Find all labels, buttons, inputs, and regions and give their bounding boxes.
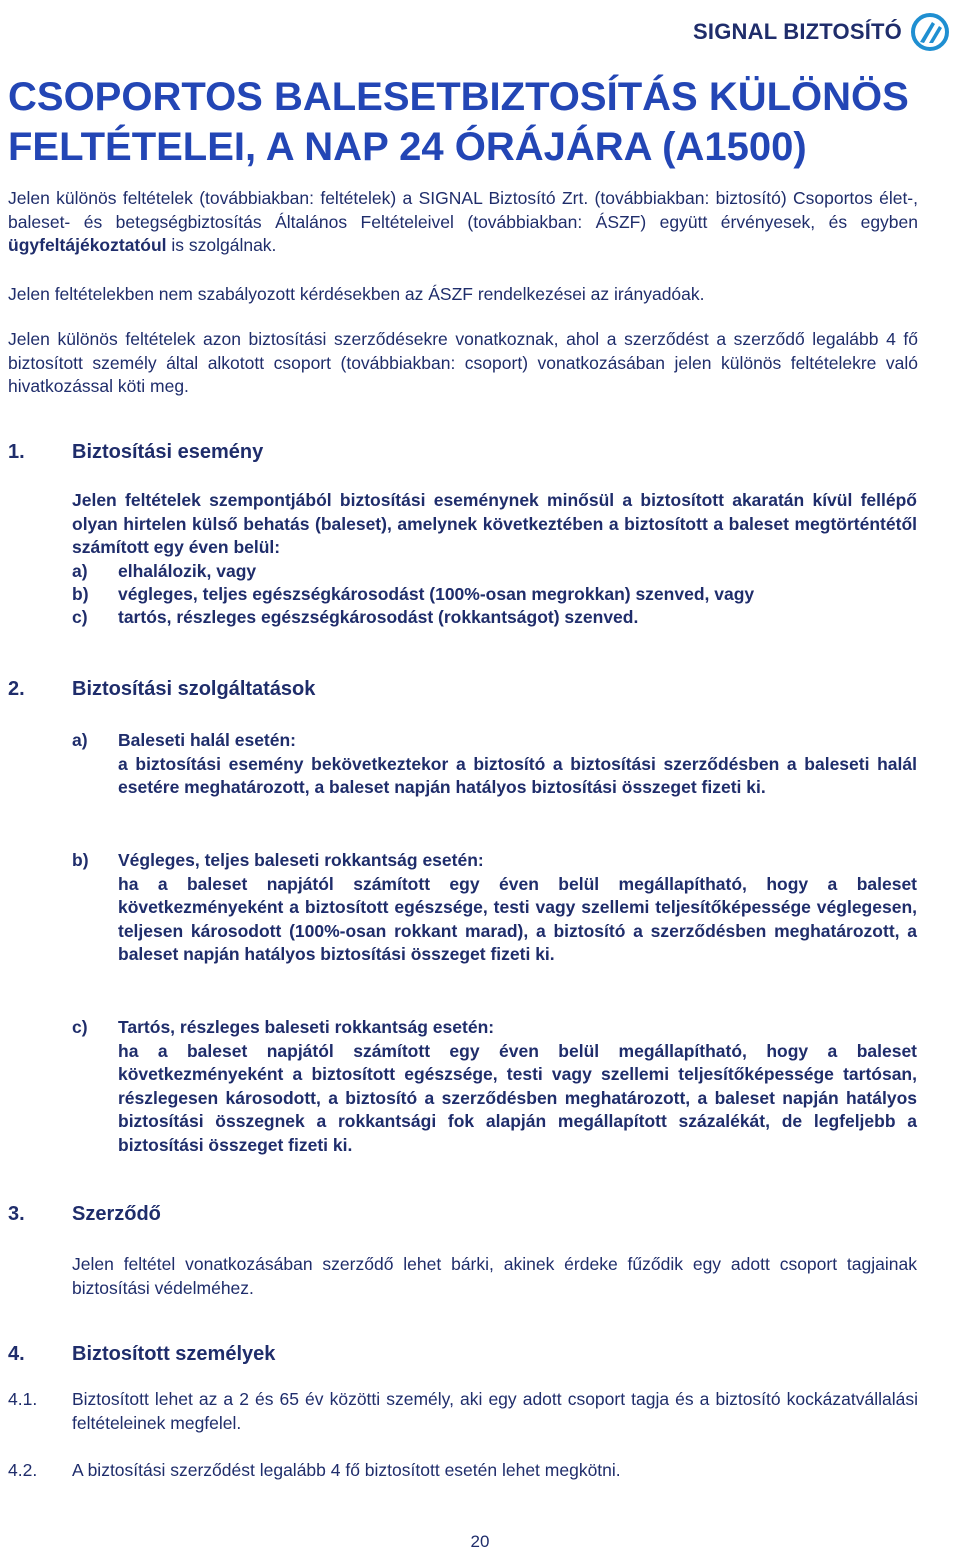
section-4-item-1 xyxy=(8,1388,918,1435)
section-2-heading xyxy=(8,677,315,701)
section-3-title: Szerződő xyxy=(72,1203,161,1225)
title-line-1: CSOPORTOS BALESETBIZTOSÍTÁS KÜLÖNÖS xyxy=(8,75,909,119)
section-4-title: Biztosított személyek xyxy=(72,1343,276,1365)
service-text: a biztosítási esemény bekövetkeztekor a biztosító a biztosítási szerződésben a baleseti halál esetére meghatározott, a baleset napján hatályos biztosítási összeget fizeti ki. xyxy=(118,753,917,797)
section-2-title: Biztosítási szolgáltatások xyxy=(72,678,316,700)
section-1-number: 1. xyxy=(8,441,25,463)
service-letter: a) xyxy=(72,730,88,750)
section-1-item-b xyxy=(72,583,917,607)
section-3-heading xyxy=(8,1202,161,1226)
item-letter: b) xyxy=(72,584,89,604)
brand-name: SIGNAL BIZTOSÍTÓ xyxy=(693,19,902,44)
service-heading: Tartós, részleges baleseti rokkantság esetén: xyxy=(118,1017,495,1037)
section-1-heading xyxy=(8,440,263,464)
service-text: ha a baleset napjától számított egy éven belül megállapítható, hogy a baleset következményeként a biztosított egészsége, testi vagy szellemi teljesítőképessége tartósan, részlegesen károsodott, a biztosító a szerződésben meghatározott, a baleset napján hatályos biztosítási összegnek a rokkantsági fok alapján megállapított százalékát, de legfeljebb a biztosítási összeget fizeti ki. xyxy=(118,1040,917,1155)
section-1-body: Jelen feltételek szempontjából biztosítási eseménynek minősül a biztosított akaratán kívül fellépő olyan hirtelen külső behatás (baleset), amelynek következtében a biztosított a baleset megtörténtétől számított egy éven belül: xyxy=(72,490,917,557)
service-text: ha a baleset napjától számított egy éven belül megállapítható, hogy a baleset következményeként a biztosított egészsége, testi vagy szellemi teljesítőképessége véglegesen, teljesen károsodott (100%-osan rokkant marad), a biztosító a szerződésben meghatározott, a baleset napján hatályos biztosítási összeget fizeti ki. xyxy=(118,873,917,964)
section-4-number: 4. xyxy=(8,1343,25,1365)
section-4-item-2 xyxy=(8,1459,918,1483)
item-number: 4.1. xyxy=(8,1389,38,1409)
service-heading: Baleseti halál esetén: xyxy=(118,730,296,750)
intro-p1-text: Jelen különös feltételek (továbbiakban: feltételek) a SIGNAL Biztosító Zrt. (továbbiakban: biztosító) Csoportos élet-, baleset- és betegségbiztosítás Általános Feltételeivel (továbbiakban: ÁSZF) együtt érvényesek, és egyben xyxy=(8,188,918,232)
section-3-number: 3. xyxy=(8,1203,25,1225)
intro-p1-bold: ügyfeltájékoztatóul xyxy=(8,235,167,255)
item-text: tartós, részleges egészségkárosodást (rokkantságot) szenved. xyxy=(118,607,639,627)
item-text: Biztosított lehet az a 2 és 65 év közötti személy, aki egy adott csoport tagja és a biztosító kockázatvállalási feltételeinek megfelel. xyxy=(72,1389,918,1433)
item-text: elhalálozik, vagy xyxy=(118,561,257,581)
service-b xyxy=(72,849,917,967)
intro-paragraph-2: Jelen feltételekben nem szabályozott kérdésekben az ÁSZF rendelkezései az irányadóak. xyxy=(8,284,705,304)
section-3-body: Jelen feltétel vonatkozásában szerződő lehet bárki, akinek érdeke fűződik egy adott csoport tagjainak biztosítási védelméhez. xyxy=(72,1254,917,1298)
item-text: A biztosítási szerződést legalább 4 fő biztosított esetén lehet megkötni. xyxy=(72,1460,621,1480)
service-c xyxy=(72,1016,917,1157)
item-letter: c) xyxy=(72,607,88,627)
intro-paragraph-3: Jelen különös feltételek azon biztosítási szerződésekre vonatkoznak, ahol a szerződést a szerződő legalább 4 fő biztosított személy által alkotott csoport (továbbiakban: csoport) vonatkozásában jelen különös feltételekre való hivatkozással köti meg. xyxy=(8,329,918,396)
signal-logo xyxy=(693,12,950,52)
section-1-item-a xyxy=(72,560,917,584)
section-1-item-c xyxy=(72,606,917,630)
section-4-heading xyxy=(8,1342,275,1366)
item-letter: a) xyxy=(72,561,88,581)
item-number: 4.2. xyxy=(8,1460,38,1480)
page-title xyxy=(8,72,948,172)
item-text: végleges, teljes egészségkárosodást (100%-osan megrokkan) szenved, vagy xyxy=(118,584,755,604)
service-letter: b) xyxy=(72,850,89,870)
section-1-title: Biztosítási esemény xyxy=(72,441,264,463)
title-line-2: FELTÉTELEI, A NAP 24 ÓRÁJÁRA (A1500) xyxy=(8,125,807,169)
intro-paragraph-1 xyxy=(8,187,918,258)
page-number: 20 xyxy=(470,1532,490,1551)
service-a xyxy=(72,729,917,800)
service-letter: c) xyxy=(72,1017,88,1037)
intro-p1-end: is szolgálnak. xyxy=(166,235,277,255)
section-2-number: 2. xyxy=(8,678,25,700)
service-heading: Végleges, teljes baleseti rokkantság esetén: xyxy=(118,850,484,870)
brand-emblem-icon xyxy=(910,12,950,52)
